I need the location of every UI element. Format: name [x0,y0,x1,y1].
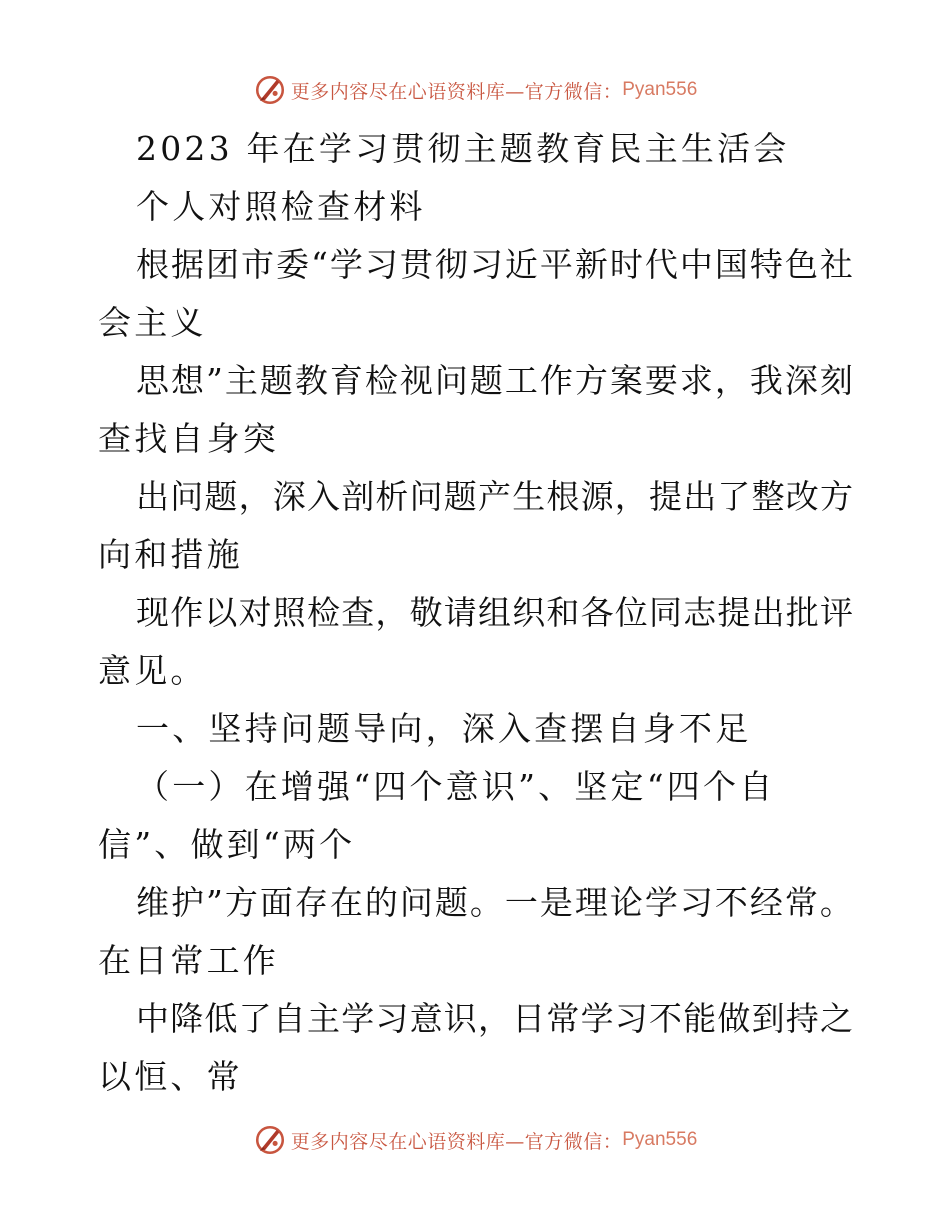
document-body [98,120,858,1106]
watermark-wechat-id: Pyan556 [622,1129,698,1150]
text-line: 意见。 [98,651,207,690]
text-line: 现作以对照检查，敬请组织和各位同志提出批评 [136,593,855,632]
text-line: 出问题，深入剖析问题产生根源，提出了整改方 [136,477,855,516]
watermark-text: 更多内容尽在心语资料库—官方微信： [290,80,623,103]
text-line: 在日常工作 [98,941,279,980]
watermark-banner-top [0,70,950,110]
text-line: 根据团市委“学习贯彻习近平新时代中国特色社 [136,245,855,284]
quill-logo-icon [253,73,287,107]
text-line: 向和措施 [98,535,243,574]
text-line: 信”、做到“两个 [98,825,356,864]
text-line: （一）在增强“四个意识”、坚定“四个自 [136,767,776,806]
text-line: 一、坚持问题导向，深入查摆自身不足 [136,709,752,748]
text-line: 中降低了自主学习意识，日常学习不能做到持之 [136,999,855,1038]
text-line: 思想”主题教育检视问题工作方案要求，我深刻 [136,361,855,400]
watermark-banner-bottom [0,1120,950,1160]
watermark-wechat-id: Pyan556 [622,79,698,100]
quill-logo-icon [253,1123,287,1157]
text-line: 维护”方面存在的问题。一是理论学习不经常。 [136,883,855,922]
text-line: 查找自身突 [98,419,279,458]
text-line: 个人对照检查材料 [136,187,426,226]
text-line: 以恒、常 [98,1057,243,1096]
text-line: 2023 年在学习贯彻主题教育民主生活会 [136,129,790,168]
watermark-text: 更多内容尽在心语资料库—官方微信： [290,1130,623,1153]
text-line: 会主义 [98,303,207,342]
